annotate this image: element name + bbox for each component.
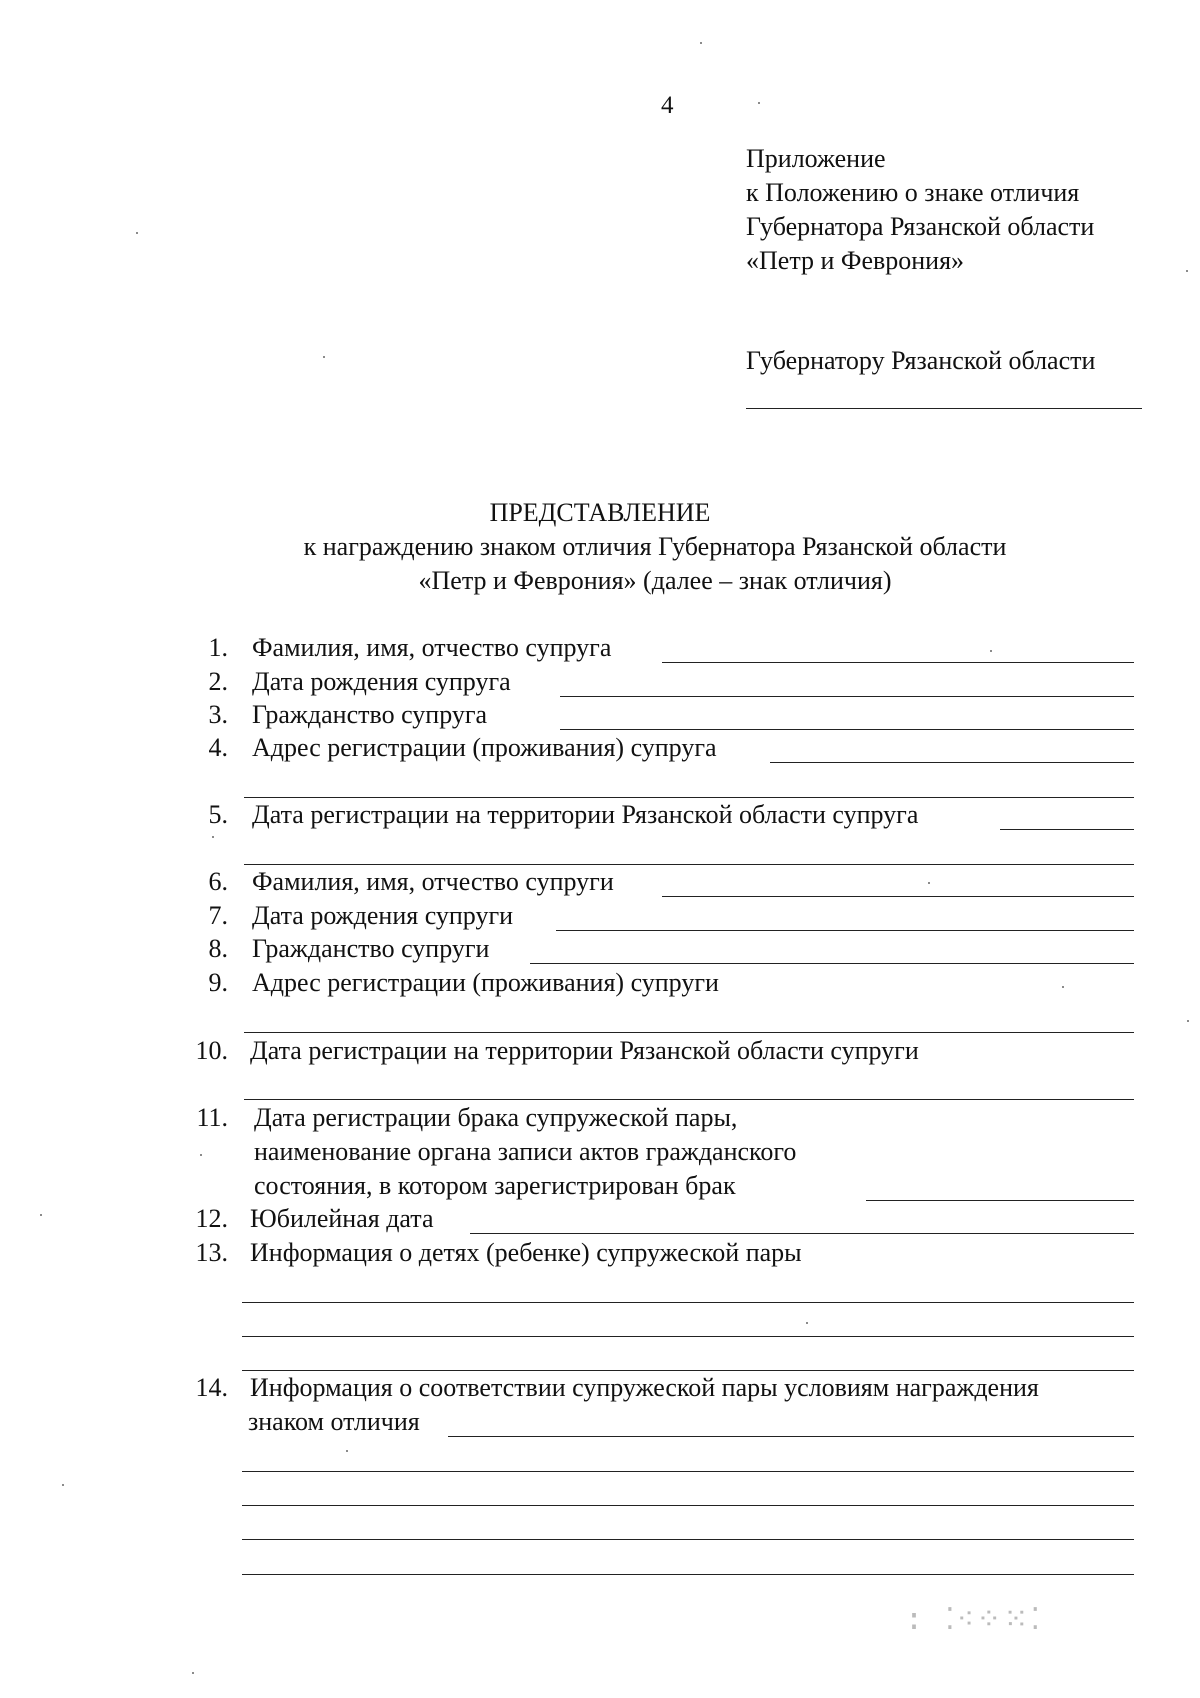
item-number: 1. [208,633,228,662]
item-number: 11. [196,1103,228,1132]
item-label: Дата рождения супруга [252,667,511,696]
item-label: знаком отличия [248,1407,420,1436]
scan-speck [700,42,702,44]
scan-speck [200,1154,202,1156]
faded-stamp-mark: : ⁚⁖⁘⁙⁚ [905,1602,1043,1637]
scan-speck [806,1322,808,1324]
item-label: Адрес регистрации (проживания) супруга [252,733,717,762]
scan-speck [192,1672,194,1674]
item-label: наименование органа записи актов гражданского [254,1137,797,1166]
item-11-blank[interactable] [866,1200,1134,1201]
addressee-blank-line[interactable] [746,408,1142,409]
item-9-blank[interactable] [244,1032,1134,1033]
scan-speck [136,232,138,234]
scan-speck [323,356,325,358]
item-number: 3. [208,700,228,729]
appendix-line: к Положению о знаке отличия [746,178,1080,207]
item-1-blank[interactable] [662,662,1134,663]
item-14-blank[interactable] [242,1471,1134,1472]
item-number: 8. [208,934,228,963]
addressee: Губернатору Рязанской области [746,346,1096,375]
item-13-blank[interactable] [242,1302,1134,1303]
document-title: ПРЕДСТАВЛЕНИЕ [489,498,711,527]
item-label: Информация о детях (ребенке) супружеской пары [250,1238,802,1267]
scan-speck [346,1450,348,1452]
document-subtitle: «Петр и Феврония» (далее – знак отличия) [418,566,892,595]
item-number: 5. [208,800,228,829]
scan-speck [212,836,214,838]
item-number: 6. [208,867,228,896]
scan-speck [990,650,992,652]
item-7-blank[interactable] [556,930,1134,931]
item-10-blank[interactable] [244,1099,1134,1100]
scan-speck [1062,986,1064,988]
item-label: Дата регистрации на территории Рязанской области супруги [250,1036,919,1065]
item-4-blank-continued[interactable] [244,797,1134,798]
item-number: 12. [195,1204,228,1233]
item-14-blank[interactable] [242,1574,1134,1575]
item-5-blank-continued[interactable] [244,864,1134,865]
item-label: состояния, в котором зарегистрирован брак [254,1171,736,1200]
item-number: 7. [208,901,228,930]
scan-speck [62,1484,64,1486]
item-label: Дата регистрации брака супружеской пары, [254,1103,738,1132]
scan-speck [758,102,760,104]
item-number: 13. [195,1238,228,1267]
item-label: Фамилия, имя, отчество супруга [252,633,612,662]
appendix-line: «Петр и Феврония» [746,246,965,275]
item-12-blank[interactable] [470,1233,1134,1234]
item-4-blank[interactable] [770,762,1134,763]
item-13-blank[interactable] [242,1336,1134,1337]
appendix-line: Губернатора Рязанской области [746,212,1095,241]
document-subtitle: к награждению знаком отличия Губернатора Рязанской области [303,532,1007,561]
page-number: 4 [661,92,674,119]
item-label: Юбилейная дата [250,1204,434,1233]
item-8-blank[interactable] [530,963,1134,964]
scan-speck [40,1214,42,1216]
item-label: Гражданство супруги [252,934,490,963]
scan-speck [1186,270,1188,272]
item-14-blank[interactable] [448,1436,1134,1437]
item-number: 14. [195,1373,228,1402]
item-label: Информация о соответствии супружеской пары условиям награждения [250,1373,1039,1402]
item-number: 9. [208,968,228,997]
item-5-blank[interactable] [1000,829,1134,830]
item-number: 10. [195,1036,228,1065]
appendix-line: Приложение [746,144,886,173]
item-label: Гражданство супруга [252,700,488,729]
item-label: Дата регистрации на территории Рязанской области супруга [252,800,919,829]
item-14-blank[interactable] [242,1539,1134,1540]
item-label: Фамилия, имя, отчество супруги [252,867,614,896]
scan-speck [1187,1020,1189,1022]
item-14-blank[interactable] [242,1505,1134,1506]
item-number: 4. [208,733,228,762]
item-label: Адрес регистрации (проживания) супруги [252,968,719,997]
item-13-blank[interactable] [242,1370,1134,1371]
item-2-blank[interactable] [560,696,1134,697]
scan-speck [928,882,930,884]
item-3-blank[interactable] [560,729,1134,730]
item-6-blank[interactable] [662,896,1134,897]
appendix-block [746,142,1094,278]
item-number: 2. [208,667,228,696]
item-label: Дата рождения супруги [252,901,514,930]
